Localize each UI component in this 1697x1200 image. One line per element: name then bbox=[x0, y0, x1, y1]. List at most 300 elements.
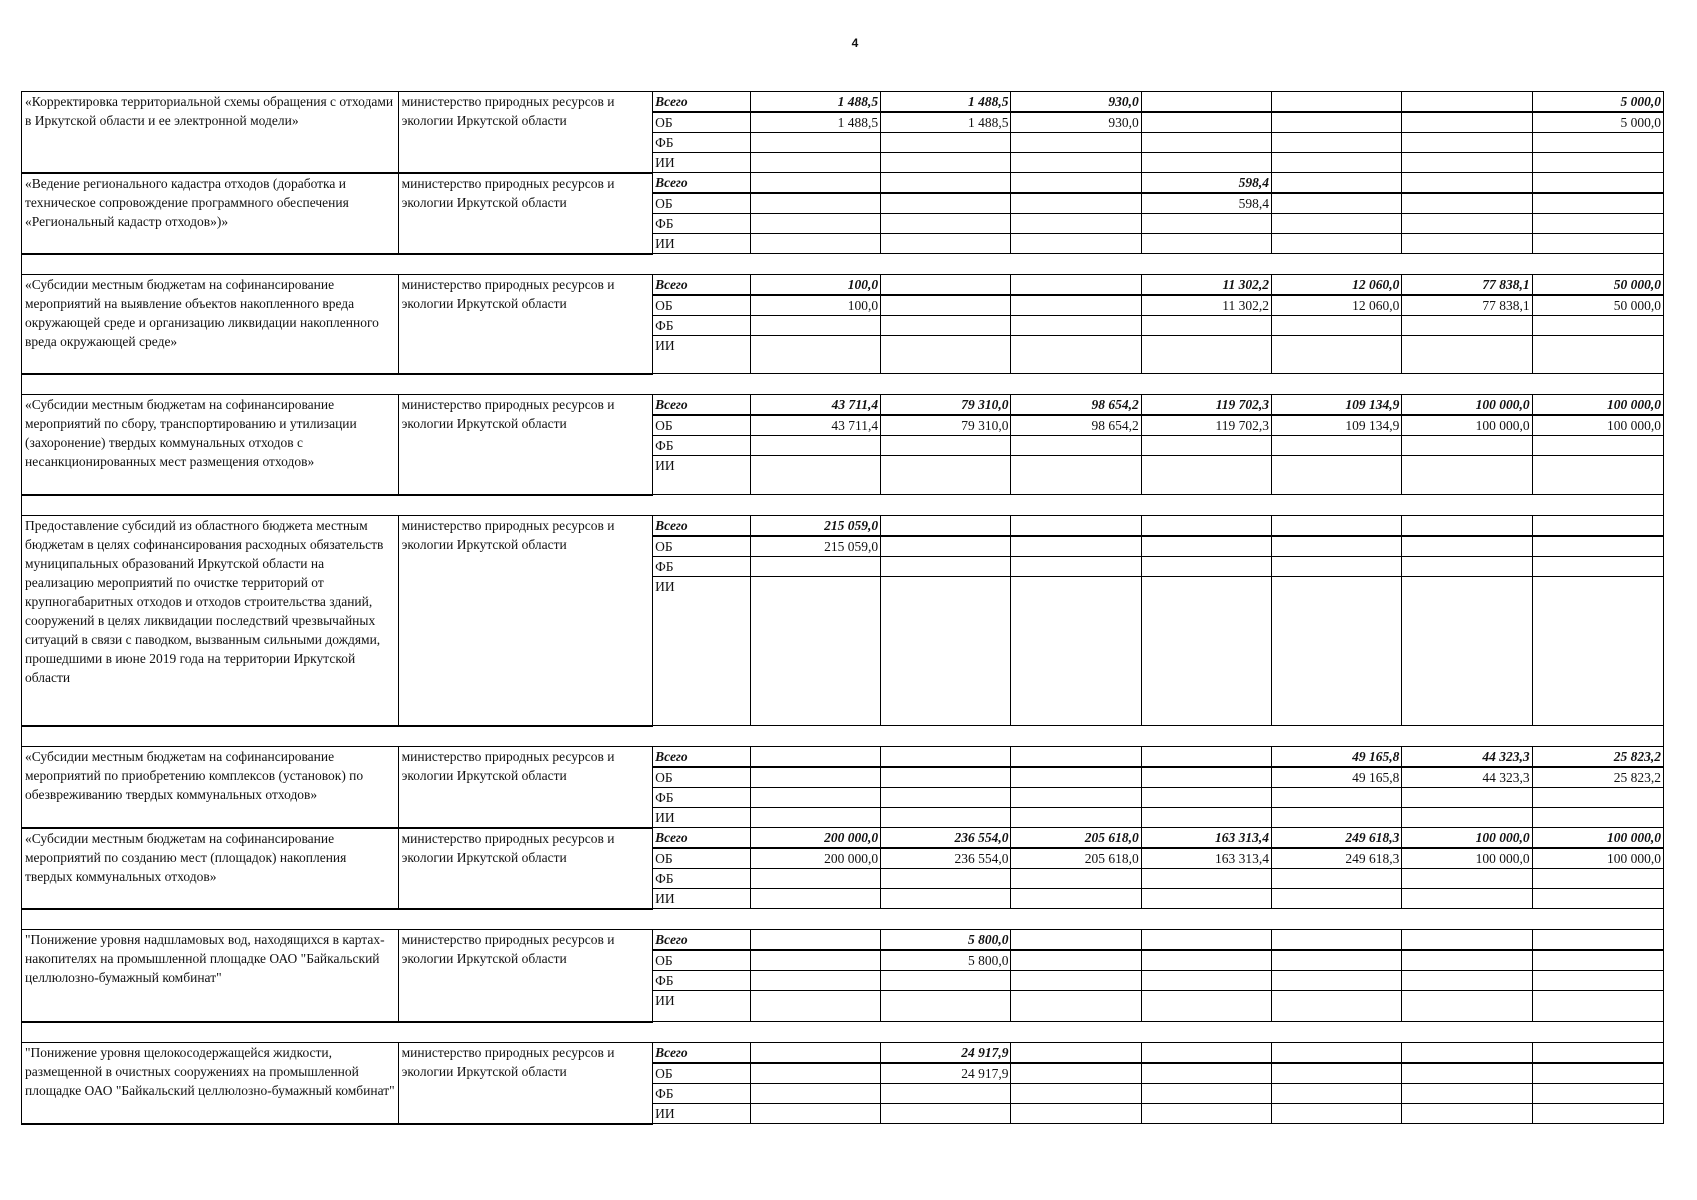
amount-cell bbox=[1402, 436, 1532, 456]
amount-cell bbox=[750, 1104, 880, 1124]
amount-cell: 100,0 bbox=[750, 295, 880, 316]
amount-cell bbox=[1402, 788, 1532, 808]
amount-cell: 100 000,0 bbox=[1402, 395, 1532, 416]
amount-cell bbox=[750, 1043, 880, 1064]
amount-cell bbox=[1141, 557, 1271, 577]
amount-cell bbox=[1272, 336, 1402, 374]
amount-cell bbox=[750, 971, 880, 991]
amount-cell bbox=[1141, 950, 1271, 971]
activity-name: «Субсидии местным бюджетам на софинансирование мероприятий по сбору, транспортированию и утилизации (захоронение) твердых коммунальных отходов с несанкционированных мест размещения отходов» bbox=[22, 395, 399, 495]
amount-cell: 109 134,9 bbox=[1272, 415, 1402, 436]
amount-cell bbox=[1141, 577, 1271, 726]
amount-cell: 215 059,0 bbox=[750, 516, 880, 537]
amount-cell bbox=[1011, 516, 1141, 537]
row-spacer bbox=[22, 254, 1664, 275]
funding-source: ОБ bbox=[653, 536, 751, 557]
row-spacer bbox=[22, 495, 1664, 516]
amount-cell bbox=[1011, 930, 1141, 951]
amount-cell: 109 134,9 bbox=[1272, 395, 1402, 416]
amount-cell bbox=[1272, 456, 1402, 495]
funding-source: ИИ bbox=[653, 889, 751, 909]
amount-cell bbox=[1141, 788, 1271, 808]
amount-cell: 50 000,0 bbox=[1532, 275, 1663, 296]
amount-cell bbox=[1011, 214, 1141, 234]
responsible-agency: министерство природных ресурсов и экологии Иркутской области bbox=[398, 173, 652, 254]
amount-cell: 930,0 bbox=[1011, 112, 1141, 133]
amount-cell bbox=[1272, 889, 1402, 909]
amount-cell bbox=[750, 889, 880, 909]
amount-cell: 49 165,8 bbox=[1272, 747, 1402, 768]
row-spacer bbox=[22, 374, 1664, 395]
amount-cell bbox=[881, 275, 1011, 296]
amount-cell bbox=[1532, 950, 1663, 971]
funding-source: ИИ bbox=[653, 336, 751, 374]
amount-cell bbox=[1532, 516, 1663, 537]
amount-cell bbox=[1272, 1043, 1402, 1064]
amount-cell: 200 000,0 bbox=[750, 848, 880, 869]
responsible-agency: министерство природных ресурсов и экологии Иркутской области bbox=[398, 92, 652, 173]
amount-cell bbox=[1141, 153, 1271, 173]
amount-cell bbox=[1402, 1043, 1532, 1064]
amount-cell bbox=[1011, 295, 1141, 316]
amount-cell: 44 323,3 bbox=[1402, 747, 1532, 768]
amount-cell bbox=[1272, 536, 1402, 557]
amount-cell: 98 654,2 bbox=[1011, 395, 1141, 416]
table-row bbox=[22, 828, 1664, 849]
amount-cell bbox=[1141, 316, 1271, 336]
amount-cell: 100 000,0 bbox=[1532, 415, 1663, 436]
amount-cell bbox=[1532, 153, 1663, 173]
amount-cell bbox=[881, 991, 1011, 1022]
amount-cell bbox=[1402, 577, 1532, 726]
activity-name: «Корректировка территориальной схемы обращения с отходами в Иркутской области и ее электронной модели» bbox=[22, 92, 399, 173]
amount-cell: 5 000,0 bbox=[1532, 92, 1663, 113]
amount-cell bbox=[1141, 92, 1271, 113]
amount-cell bbox=[1141, 456, 1271, 495]
amount-cell bbox=[881, 889, 1011, 909]
amount-cell: 77 838,1 bbox=[1402, 295, 1532, 316]
amount-cell bbox=[1272, 991, 1402, 1022]
table-row bbox=[22, 173, 1664, 194]
amount-cell: 236 554,0 bbox=[881, 848, 1011, 869]
amount-cell bbox=[750, 1084, 880, 1104]
amount-cell bbox=[1402, 133, 1532, 153]
amount-cell bbox=[1011, 788, 1141, 808]
amount-cell: 5 800,0 bbox=[881, 950, 1011, 971]
amount-cell bbox=[1532, 788, 1663, 808]
amount-cell bbox=[881, 557, 1011, 577]
amount-cell bbox=[1402, 808, 1532, 828]
amount-cell bbox=[1141, 991, 1271, 1022]
activity-name: Предоставление субсидий из областного бюджета местным бюджетам в целях софинансирования расходных обязательств муниципальных образований Иркутской области на реализацию мероприятий по очистке территорий от крупногабаритных отходов и отходов строительства зданий, сооружений в целях ликвидации последствий чрезвычайных ситуаций в связи с паводком, вызванным сильными дождями, прошедшими в июне 2019 года на территории Иркутской области bbox=[22, 516, 399, 726]
funding-source: ФБ bbox=[653, 788, 751, 808]
amount-cell: 1 488,5 bbox=[881, 112, 1011, 133]
amount-cell bbox=[881, 133, 1011, 153]
amount-cell bbox=[1011, 456, 1141, 495]
amount-cell bbox=[881, 1104, 1011, 1124]
amount-cell bbox=[881, 436, 1011, 456]
amount-cell bbox=[881, 456, 1011, 495]
amount-cell bbox=[750, 214, 880, 234]
amount-cell bbox=[881, 153, 1011, 173]
activity-name: «Ведение регионального кадастра отходов (доработка и техническое сопровождение программного обеспечения «Региональный кадастр отходов»)» bbox=[22, 173, 399, 254]
amount-cell bbox=[1532, 234, 1663, 254]
amount-cell bbox=[1402, 153, 1532, 173]
amount-cell bbox=[1011, 275, 1141, 296]
amount-cell bbox=[1011, 1104, 1141, 1124]
table-row bbox=[22, 92, 1664, 113]
funding-source: ФБ bbox=[653, 316, 751, 336]
amount-cell: 12 060,0 bbox=[1272, 275, 1402, 296]
funding-source: ФБ bbox=[653, 869, 751, 889]
row-spacer bbox=[22, 909, 1664, 930]
amount-cell bbox=[1011, 971, 1141, 991]
table-row bbox=[22, 930, 1664, 951]
amount-cell bbox=[1141, 1063, 1271, 1084]
funding-source: ИИ bbox=[653, 808, 751, 828]
table-row bbox=[22, 1043, 1664, 1064]
table-body bbox=[22, 92, 1664, 1124]
amount-cell bbox=[881, 1084, 1011, 1104]
amount-cell bbox=[1011, 153, 1141, 173]
amount-cell: 98 654,2 bbox=[1011, 415, 1141, 436]
amount-cell bbox=[1011, 747, 1141, 768]
amount-cell: 249 618,3 bbox=[1272, 828, 1402, 849]
amount-cell: 100 000,0 bbox=[1532, 828, 1663, 849]
amount-cell bbox=[750, 991, 880, 1022]
amount-cell bbox=[1532, 336, 1663, 374]
amount-cell bbox=[1272, 971, 1402, 991]
amount-cell: 5 000,0 bbox=[1532, 112, 1663, 133]
table-row bbox=[22, 747, 1664, 768]
amount-cell bbox=[1272, 950, 1402, 971]
table-row bbox=[22, 516, 1664, 537]
amount-cell bbox=[1011, 869, 1141, 889]
amount-cell bbox=[1402, 112, 1532, 133]
amount-cell bbox=[750, 808, 880, 828]
amount-cell: 100 000,0 bbox=[1402, 415, 1532, 436]
amount-cell: 79 310,0 bbox=[881, 395, 1011, 416]
row-spacer bbox=[22, 1022, 1664, 1043]
amount-cell: 205 618,0 bbox=[1011, 828, 1141, 849]
amount-cell bbox=[1141, 133, 1271, 153]
amount-cell: 5 800,0 bbox=[881, 930, 1011, 951]
amount-cell bbox=[1011, 1063, 1141, 1084]
activity-name: «Субсидии местным бюджетам на софинансирование мероприятий на выявление объектов накопленного вреда окружающей среде и организацию ликвидации накопленного вреда окружающей среде» bbox=[22, 275, 399, 374]
amount-cell: 1 488,5 bbox=[881, 92, 1011, 113]
amount-cell bbox=[1011, 889, 1141, 909]
amount-cell bbox=[1272, 516, 1402, 537]
amount-cell bbox=[1011, 1084, 1141, 1104]
amount-cell bbox=[1011, 991, 1141, 1022]
amount-cell: 930,0 bbox=[1011, 92, 1141, 113]
amount-cell bbox=[1402, 971, 1532, 991]
amount-cell bbox=[1272, 1104, 1402, 1124]
amount-cell bbox=[1272, 788, 1402, 808]
amount-cell bbox=[1532, 869, 1663, 889]
activity-name: "Понижение уровня щелокосодержащейся жидкости, размещенной в очистных сооружениях на промышленной площадке ОАО "Байкальский целлюлозно-бумажный комбинат" bbox=[22, 1043, 399, 1124]
amount-cell bbox=[1141, 112, 1271, 133]
amount-cell: 119 702,3 bbox=[1141, 395, 1271, 416]
activity-name: "Понижение уровня надшламовых вод, находящихся в картах-накопителях на промышленной площадке ОАО "Байкальский целлюлозно-бумажный комбинат" bbox=[22, 930, 399, 1022]
amount-cell bbox=[1532, 1104, 1663, 1124]
amount-cell bbox=[881, 173, 1011, 194]
amount-cell bbox=[1532, 316, 1663, 336]
amount-cell bbox=[881, 193, 1011, 214]
row-spacer bbox=[22, 726, 1664, 747]
amount-cell bbox=[1272, 577, 1402, 726]
amount-cell bbox=[1532, 193, 1663, 214]
amount-cell bbox=[1532, 577, 1663, 726]
amount-cell bbox=[1272, 234, 1402, 254]
amount-cell bbox=[750, 557, 880, 577]
amount-cell: 236 554,0 bbox=[881, 828, 1011, 849]
amount-cell bbox=[1272, 133, 1402, 153]
amount-cell bbox=[881, 767, 1011, 788]
amount-cell bbox=[1272, 557, 1402, 577]
amount-cell bbox=[1141, 336, 1271, 374]
amount-cell bbox=[1141, 214, 1271, 234]
amount-cell bbox=[1141, 1043, 1271, 1064]
amount-cell: 598,4 bbox=[1141, 173, 1271, 194]
amount-cell bbox=[1011, 557, 1141, 577]
amount-cell bbox=[1011, 133, 1141, 153]
amount-cell bbox=[750, 316, 880, 336]
amount-cell: 100 000,0 bbox=[1532, 395, 1663, 416]
amount-cell: 1 488,5 bbox=[750, 92, 880, 113]
responsible-agency: министерство природных ресурсов и экологии Иркутской области bbox=[398, 275, 652, 374]
funding-source: Всего bbox=[653, 275, 751, 296]
amount-cell bbox=[881, 234, 1011, 254]
funding-source: ОБ bbox=[653, 848, 751, 869]
amount-cell bbox=[1141, 1084, 1271, 1104]
responsible-agency: министерство природных ресурсов и экологии Иркутской области bbox=[398, 1043, 652, 1124]
amount-cell bbox=[1402, 557, 1532, 577]
amount-cell: 43 711,4 bbox=[750, 395, 880, 416]
amount-cell bbox=[750, 133, 880, 153]
amount-cell bbox=[1141, 234, 1271, 254]
amount-cell: 215 059,0 bbox=[750, 536, 880, 557]
amount-cell bbox=[1402, 456, 1532, 495]
amount-cell bbox=[1272, 930, 1402, 951]
amount-cell bbox=[1532, 889, 1663, 909]
amount-cell bbox=[1272, 808, 1402, 828]
amount-cell bbox=[881, 336, 1011, 374]
amount-cell bbox=[1402, 536, 1532, 557]
amount-cell bbox=[881, 316, 1011, 336]
funding-source: ИИ bbox=[653, 577, 751, 726]
funding-source: Всего bbox=[653, 930, 751, 951]
amount-cell bbox=[1532, 991, 1663, 1022]
amount-cell bbox=[750, 577, 880, 726]
amount-cell: 119 702,3 bbox=[1141, 415, 1271, 436]
amount-cell bbox=[1272, 153, 1402, 173]
amount-cell bbox=[1402, 214, 1532, 234]
amount-cell bbox=[1402, 991, 1532, 1022]
amount-cell bbox=[750, 1063, 880, 1084]
amount-cell bbox=[1532, 557, 1663, 577]
amount-cell bbox=[750, 436, 880, 456]
funding-source: ФБ bbox=[653, 133, 751, 153]
funding-source: ФБ bbox=[653, 971, 751, 991]
amount-cell bbox=[881, 516, 1011, 537]
amount-cell: 24 917,9 bbox=[881, 1043, 1011, 1064]
amount-cell bbox=[1141, 767, 1271, 788]
funding-source: ИИ bbox=[653, 234, 751, 254]
amount-cell bbox=[1402, 234, 1532, 254]
amount-cell bbox=[1532, 456, 1663, 495]
funding-source: Всего bbox=[653, 516, 751, 537]
amount-cell bbox=[1402, 950, 1532, 971]
amount-cell bbox=[881, 747, 1011, 768]
amount-cell: 12 060,0 bbox=[1272, 295, 1402, 316]
amount-cell bbox=[1272, 436, 1402, 456]
amount-cell bbox=[881, 971, 1011, 991]
amount-cell bbox=[1011, 234, 1141, 254]
funding-source: ОБ bbox=[653, 415, 751, 436]
amount-cell bbox=[1141, 536, 1271, 557]
funding-source: ОБ bbox=[653, 295, 751, 316]
amount-cell bbox=[750, 336, 880, 374]
amount-cell bbox=[1402, 1084, 1532, 1104]
amount-cell bbox=[1011, 316, 1141, 336]
amount-cell bbox=[1141, 930, 1271, 951]
amount-cell bbox=[1141, 1104, 1271, 1124]
amount-cell: 11 302,2 bbox=[1141, 295, 1271, 316]
funding-source: ОБ bbox=[653, 950, 751, 971]
amount-cell: 50 000,0 bbox=[1532, 295, 1663, 316]
amount-cell bbox=[881, 788, 1011, 808]
amount-cell bbox=[1141, 869, 1271, 889]
amount-cell bbox=[1141, 436, 1271, 456]
amount-cell bbox=[1141, 889, 1271, 909]
amount-cell bbox=[750, 950, 880, 971]
amount-cell: 100 000,0 bbox=[1402, 848, 1532, 869]
amount-cell bbox=[1402, 92, 1532, 113]
amount-cell: 163 313,4 bbox=[1141, 828, 1271, 849]
amount-cell: 598,4 bbox=[1141, 193, 1271, 214]
responsible-agency: министерство природных ресурсов и экологии Иркутской области bbox=[398, 930, 652, 1022]
amount-cell bbox=[1402, 516, 1532, 537]
funding-source: ФБ bbox=[653, 557, 751, 577]
amount-cell bbox=[1402, 889, 1532, 909]
amount-cell bbox=[881, 577, 1011, 726]
table-row bbox=[22, 275, 1664, 296]
funding-source: Всего bbox=[653, 1043, 751, 1064]
amount-cell bbox=[1141, 747, 1271, 768]
amount-cell: 25 823,2 bbox=[1532, 767, 1663, 788]
amount-cell bbox=[750, 788, 880, 808]
budget-table bbox=[21, 91, 1664, 1125]
funding-source: ФБ bbox=[653, 214, 751, 234]
funding-source: ОБ bbox=[653, 112, 751, 133]
responsible-agency: министерство природных ресурсов и экологии Иркутской области bbox=[398, 747, 652, 828]
amount-cell bbox=[1532, 536, 1663, 557]
amount-cell bbox=[750, 747, 880, 768]
responsible-agency: министерство природных ресурсов и экологии Иркутской области bbox=[398, 395, 652, 495]
funding-source: Всего bbox=[653, 92, 751, 113]
amount-cell bbox=[1402, 336, 1532, 374]
amount-cell bbox=[1272, 92, 1402, 113]
amount-cell bbox=[1011, 808, 1141, 828]
amount-cell bbox=[1272, 316, 1402, 336]
amount-cell: 163 313,4 bbox=[1141, 848, 1271, 869]
amount-cell: 1 488,5 bbox=[750, 112, 880, 133]
amount-cell: 100 000,0 bbox=[1402, 828, 1532, 849]
table-row bbox=[22, 395, 1664, 416]
amount-cell bbox=[1532, 1043, 1663, 1064]
amount-cell bbox=[1011, 173, 1141, 194]
amount-cell bbox=[1141, 808, 1271, 828]
amount-cell bbox=[881, 295, 1011, 316]
amount-cell: 44 323,3 bbox=[1402, 767, 1532, 788]
amount-cell bbox=[1532, 214, 1663, 234]
amount-cell: 77 838,1 bbox=[1402, 275, 1532, 296]
amount-cell bbox=[1011, 193, 1141, 214]
responsible-agency: министерство природных ресурсов и экологии Иркутской области bbox=[398, 516, 652, 726]
amount-cell: 25 823,2 bbox=[1532, 747, 1663, 768]
amount-cell: 205 618,0 bbox=[1011, 848, 1141, 869]
amount-cell bbox=[1141, 516, 1271, 537]
amount-cell bbox=[1272, 869, 1402, 889]
funding-source: Всего bbox=[653, 173, 751, 194]
amount-cell bbox=[750, 153, 880, 173]
amount-cell bbox=[1011, 536, 1141, 557]
funding-source: Всего bbox=[653, 395, 751, 416]
amount-cell: 11 302,2 bbox=[1141, 275, 1271, 296]
amount-cell bbox=[881, 869, 1011, 889]
funding-source: ИИ bbox=[653, 456, 751, 495]
amount-cell bbox=[1011, 950, 1141, 971]
amount-cell bbox=[1532, 808, 1663, 828]
amount-cell bbox=[1532, 133, 1663, 153]
amount-cell bbox=[1272, 193, 1402, 214]
amount-cell bbox=[750, 869, 880, 889]
funding-source: Всего bbox=[653, 828, 751, 849]
amount-cell bbox=[1011, 1043, 1141, 1064]
funding-source: ОБ bbox=[653, 193, 751, 214]
amount-cell: 200 000,0 bbox=[750, 828, 880, 849]
funding-source: ИИ bbox=[653, 153, 751, 173]
funding-source: ФБ bbox=[653, 436, 751, 456]
amount-cell bbox=[1011, 436, 1141, 456]
amount-cell: 79 310,0 bbox=[881, 415, 1011, 436]
funding-source: ИИ bbox=[653, 991, 751, 1022]
amount-cell bbox=[1011, 336, 1141, 374]
amount-cell bbox=[1402, 1104, 1532, 1124]
amount-cell bbox=[1532, 436, 1663, 456]
amount-cell bbox=[1402, 193, 1532, 214]
amount-cell bbox=[1402, 930, 1532, 951]
amount-cell bbox=[881, 808, 1011, 828]
amount-cell bbox=[1272, 1084, 1402, 1104]
amount-cell bbox=[1011, 767, 1141, 788]
page-number: 4 bbox=[851, 36, 859, 50]
amount-cell bbox=[881, 214, 1011, 234]
amount-cell: 100,0 bbox=[750, 275, 880, 296]
amount-cell bbox=[1272, 1063, 1402, 1084]
amount-cell bbox=[750, 767, 880, 788]
amount-cell bbox=[750, 456, 880, 495]
funding-source: ИИ bbox=[653, 1104, 751, 1124]
amount-cell bbox=[1272, 214, 1402, 234]
amount-cell bbox=[1532, 971, 1663, 991]
funding-source: ОБ bbox=[653, 1063, 751, 1084]
amount-cell bbox=[750, 930, 880, 951]
amount-cell bbox=[1141, 971, 1271, 991]
amount-cell bbox=[750, 193, 880, 214]
amount-cell: 49 165,8 bbox=[1272, 767, 1402, 788]
